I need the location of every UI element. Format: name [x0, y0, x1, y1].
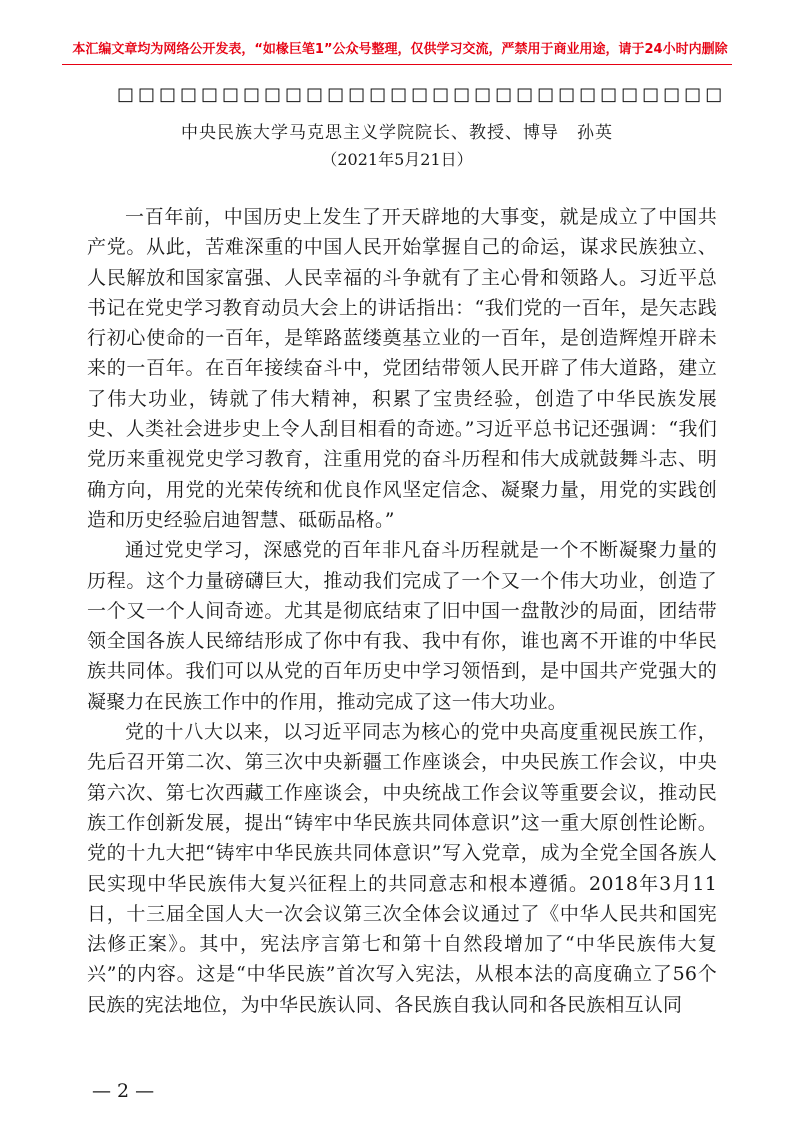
author-line: 中央民族大学马克思主义学院院长、教授、博导 孙英	[181, 123, 613, 143]
article-title: □□□□□□□□□□□□□□□□□□□□□□□□□□□□□	[117, 84, 727, 105]
header-notice: 本汇编文章均为网络公开发表，“如椽巨笔1”公众号整理，仅供学习交流，严禁用于商业用途，请于24小时内删除	[72, 42, 728, 57]
paragraph-3: 党的十八大以来，以习近平同志为核心的党中央高度重视民族工作，先后召开第二次、第三次中央新疆工作座谈会，中央民族工作会议，中央第六次、第七次西藏工作座谈会，中央统战工作会议等重要会议，推动民族工作创新发展，提出“铸牢中华民族共同体意识”这一重大原创性论断。党的十九大把“铸牢中华民族共同体意识”写入党章，成为全党全国各族人民实现中华民族伟大复兴征程上的共同意志和根本遵循。2018年3月11日，十三届全国人大一次会议第三次全体会议通过了《中华人民共和国宪法修正案》。其中，宪法序言第七和第十自然段增加了“中华民族伟大复兴”的内容。这是“中华民族”首次写入宪法，从根本法的高度确立了56个民族的宪法地位，为中华民族认同、各民族自我认同和各民族相互认同	[87, 721, 717, 1016]
paragraph-2: 通过党史学习，深感党的百年非凡奋斗历程就是一个不断凝聚力量的历程。这个力量磅礴巨大，推动我们完成了一个又一个伟大功业，创造了一个又一个人间奇迹。尤其是彻底结束了旧中国一盘散沙的局面，团结带领全国各族人民缔结形成了你中有我、我中有你，谁也离不开谁的中华民族共同体。我们可以从党的百年历史中学习领悟到，是中国共产党强大的凝聚力在民族工作中的作用，推动完成了这一伟大功业。	[87, 539, 717, 713]
header-divider	[62, 64, 732, 65]
paragraph-1: 一百年前，中国历史上发生了开天辟地的大事变，就是成立了中国共产党。从此，苦难深重的中国人民开始掌握自己的命运，谋求民族独立、人民解放和国家富强、人民幸福的斗争就有了主心骨和领路人。习近平总书记在党史学习教育动员大会上的讲话指出：“我们党的一百年，是矢志践行初心使命的一百年，是筚路蓝缕奠基立业的一百年，是创造辉煌开辟未来的一百年。在百年接续奋斗中，党团结带领人民开辟了伟大道路，建立了伟大功业，铸就了伟大精神，积累了宝贵经验，创造了中华民族发展史、人类社会进步史上令人刮目相看的奇迹。”习近平总书记还强调：“我们党历来重视党史学习教育，注重用党的奋斗历程和伟大成就鼓舞斗志、明确方向，用党的光荣传统和优良作风坚定信念、凝聚力量，用党的实践创造和历史经验启迪智慧、砥砺品格。”	[87, 206, 717, 531]
date-line: （2021年5月21日）	[321, 150, 473, 169]
article-body	[87, 202, 717, 1020]
page-number: — 2 —	[92, 1080, 155, 1102]
